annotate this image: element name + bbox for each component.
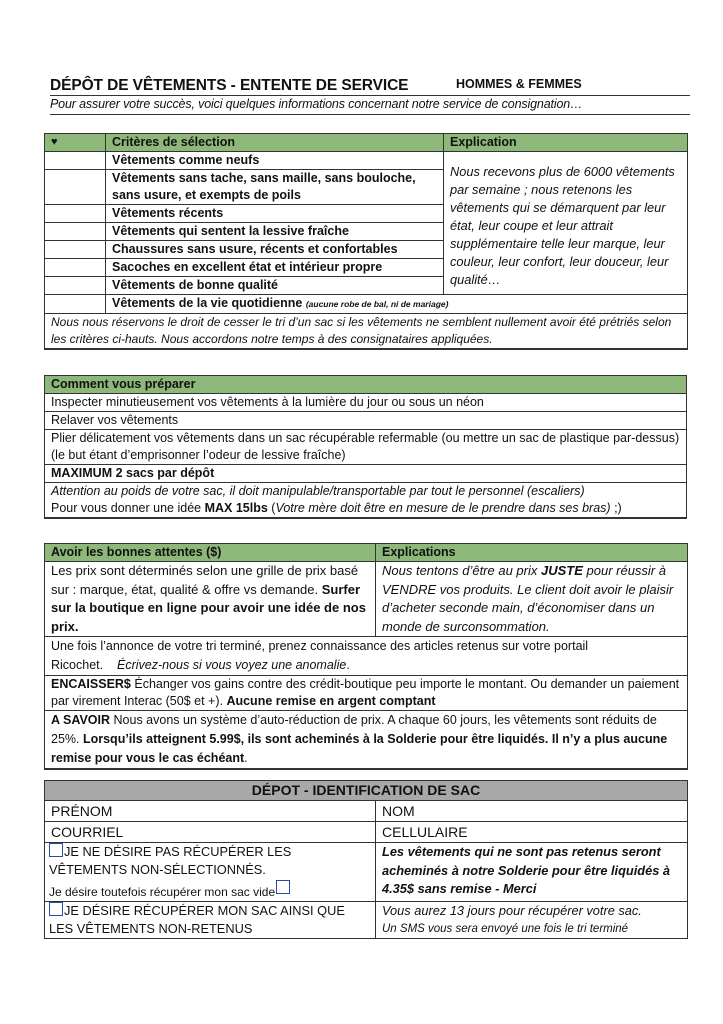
last-name-field[interactable]: NOM <box>376 801 688 822</box>
criteria-explanation: Nous recevons plus de 6000 vêtements par semaine ; nous retenons les vêtements qui se démarquent par leur état, leur coupe et leur attrait supplémentaire telle leur marque, leur couleur, leur confort, leur douceur, leur qualité… <box>444 152 688 295</box>
criteria-item: Vêtements récents <box>106 205 444 223</box>
criteria-item: Sacoches en excellent état et intérieur propre <box>106 259 444 277</box>
ricochet-text: Une fois l’annonce de votre tri terminé, prenez connaissance des articles retenus sur votre portail Ricochet. <box>51 639 589 672</box>
pricing-expl-text-2: pour réussir à VENDRE vos produits. Le client doit avoir le plaisir d’acheter seconde main, d’économiser dans un monde de surconsommation. <box>382 563 674 634</box>
pricing-expl-bold: JUSTE <box>540 563 583 578</box>
prepare-item: Relaver vos vêtements <box>45 412 687 430</box>
document-subtitle: Pour assurer votre succès, voici quelques informations concernant notre service de consignation… <box>50 97 583 111</box>
heart-icon: ♥ <box>45 134 106 152</box>
criteria-item: Vêtements qui sentent la lessive fraîche <box>106 223 444 241</box>
criteria-header: Critères de sélection <box>106 134 444 152</box>
sms-note: Un SMS vous sera envoyé une fois le tri terminé <box>382 923 629 935</box>
weight-idea-suffix: ;) <box>610 501 622 515</box>
criteria-item: Chaussures sans usure, récents et confortables <box>106 241 444 259</box>
weight-note-cell <box>45 483 687 519</box>
prepare-header: Comment vous préparer <box>45 376 687 394</box>
empty-bag-label: Je désire toutefois récupérer mon sac vide <box>49 885 276 899</box>
criteria-header-row <box>45 134 688 152</box>
empty-bag-option <box>49 880 369 901</box>
document-header <box>50 77 690 95</box>
criteria-check-cell[interactable] <box>45 295 106 314</box>
pricing-info <box>45 562 376 637</box>
deposit-form-header: DÉPOT - IDENTIFICATION DE SAC <box>45 781 688 801</box>
prepare-table <box>44 375 687 519</box>
solderie-note: Lorsqu’ils atteignent 5.99$, ils sont acheminés à la Solderie pour être liquidés. Il n’y a plus aucune remise pour vous le cas échéant <box>51 732 668 765</box>
subtitle-divider <box>50 114 690 115</box>
auto-reduction-end: . <box>244 751 248 765</box>
criteria-row <box>45 295 688 314</box>
criteria-check-cell[interactable] <box>45 241 106 259</box>
auto-reduction-info <box>45 711 688 770</box>
no-cash-note: Aucune remise en argent comptant <box>226 694 436 708</box>
criteria-item: Vêtements de bonne qualité <box>106 277 444 295</box>
pricing-text: Les prix sont déterminés selon une grille de prix basé sur : marque, état, qualité & offre vs demande. <box>51 563 359 597</box>
return-note <box>376 902 688 939</box>
pricing-explanation <box>376 562 688 637</box>
criteria-item-note: (aucune robe de bal, ni de mariage) <box>305 299 449 309</box>
return-deadline-note: Vous aurez 13 jours pour récupérer votre sac. <box>382 903 642 918</box>
weight-note: Attention au poids de votre sac, il doit manipulable/transportable par tout le personnel (escaliers) <box>51 484 585 498</box>
cash-out-text: Échanger vos gains contre des crédit-boutique peu importe le montant. Ou demander un paiement par virement Interac (50$ et +). <box>51 677 680 708</box>
weight-idea-prefix: Pour vous donner une idée <box>51 501 205 515</box>
shop-online-hint: Surfer sur la boutique en ligne pour avoir une idée de nos prix. <box>51 581 366 634</box>
criteria-footer-note: Nous nous réservons le droit de cesser le tri d’un sac si les vêtements ne semblent nullement avoir été prétriés selon les critères ci-hauts. Nous accordons notre temps à des consignataires appliquées. <box>45 314 688 350</box>
phone-field[interactable]: CELLULAIRE <box>376 822 688 843</box>
criteria-check-cell[interactable] <box>45 205 106 223</box>
prepare-item: Inspecter minutieusement vos vêtements à la lumière du jour ou sous un néon <box>45 394 687 412</box>
title-divider <box>50 95 690 96</box>
expectations-header: Avoir les bonnes attentes ($) <box>45 544 376 562</box>
explanations-header: Explications <box>376 544 688 562</box>
weight-idea-paren: ( <box>267 501 276 515</box>
criteria-table <box>44 133 688 350</box>
good-to-know-label: A SAVOIR <box>51 713 111 727</box>
first-name-field[interactable]: PRÉNOM <box>45 801 376 822</box>
criteria-item-text: Vêtements de la vie quotidienne <box>112 296 303 310</box>
weight-idea <box>51 500 680 517</box>
no-return-note: Les vêtements qui ne sont pas retenus seront acheminés à notre Solderie pour être liquidés à 4.35$ sans remise - Merci <box>376 843 688 902</box>
criteria-row <box>45 152 688 170</box>
criteria-check-cell[interactable] <box>45 259 106 277</box>
checkbox-return[interactable] <box>49 902 63 916</box>
criteria-item: Vêtements comme neufs <box>106 152 444 170</box>
criteria-check-cell[interactable] <box>45 277 106 295</box>
option-no-return <box>45 843 376 902</box>
criteria-check-cell[interactable] <box>45 152 106 170</box>
email-field[interactable]: COURRIEL <box>45 822 376 843</box>
criteria-item: Vêtements sans tache, sans maille, sans bouloche, sans usure, et exempts de poils <box>106 170 444 205</box>
ricochet-info: Une fois l’annonce de votre tri terminé, prenez connaissance des articles retenus sur votre portail Ricochet. Écrivez-nous si vous voyez une anomalie. <box>45 637 688 676</box>
auto-reduction-text: Nous avons un système d’auto-réduction de prix. A chaque 60 jours, les vêtements sont réduits de 25%. <box>51 713 657 746</box>
checkbox-no-return[interactable] <box>49 843 63 857</box>
option-return <box>45 902 376 939</box>
criteria-item-last <box>106 295 688 314</box>
anomaly-note: Écrivez-nous si vous voyez une anomalie <box>117 658 347 672</box>
option-no-return-label: JE NE DÉSIRE PAS RÉCUPÉRER LES VÊTEMENTS NON-SÉLECTIONNÉS. <box>49 844 292 877</box>
explanation-header: Explication <box>444 134 688 152</box>
option-return-label: JE DÉSIRE RÉCUPÉRER MON SAC AINSI QUE LES VÊTEMENTS NON-RETENUS <box>49 903 345 936</box>
document-title: DÉPÔT DE VÊTEMENTS - ENTENTE DE SERVICE <box>50 77 409 94</box>
criteria-check-cell[interactable] <box>45 170 106 205</box>
criteria-footer-row <box>45 314 688 350</box>
prepare-item: Plier délicatement vos vêtements dans un sac récupérable refermable (ou mettre un sac de plastique par-dessus) (le but étant d’emprisonner l’odeur de lessive fraîche) <box>45 430 687 465</box>
deposit-form-table <box>44 780 688 939</box>
cash-out-label: ENCAISSER$ <box>51 677 131 691</box>
cash-out-info <box>45 676 688 711</box>
checkbox-empty-bag[interactable] <box>276 880 290 894</box>
weight-max: MAX 15lbs <box>204 501 268 515</box>
pricing-expl-text: Nous tentons d’être au prix <box>382 563 541 578</box>
audience-label: HOMMES & FEMMES <box>456 77 582 91</box>
criteria-check-cell[interactable] <box>45 223 106 241</box>
weight-idea-italic: Votre mère doit être en mesure de le prendre dans ses bras) <box>275 501 611 515</box>
max-bags-note: MAXIMUM 2 sacs par dépôt <box>45 465 687 483</box>
expectations-table <box>44 543 688 770</box>
